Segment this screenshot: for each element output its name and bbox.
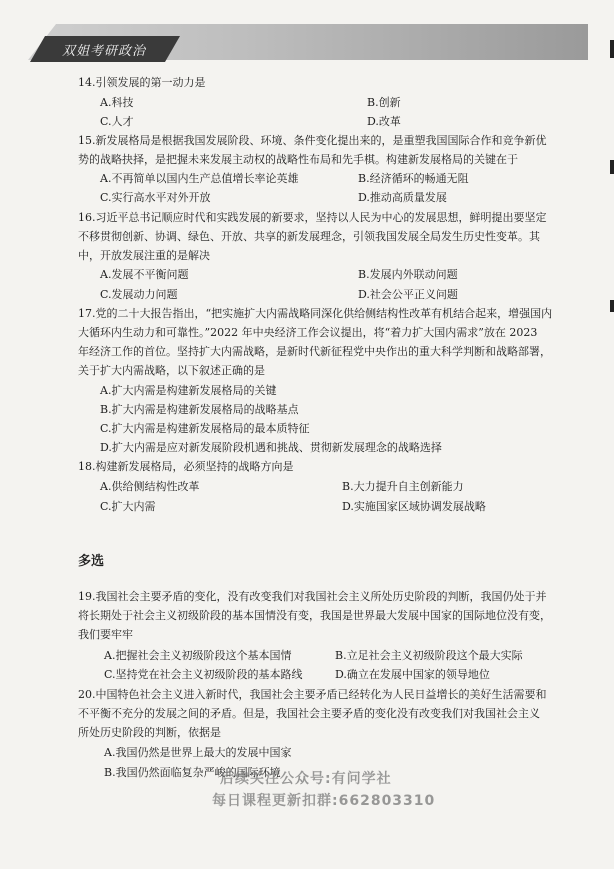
q19-stem-2: 将长期处于社会主义初级阶段的基本国情没有变，我国是世界最大发展中国家的国际地位没有变， [78,609,551,622]
q15-option-d: D.推动高质量发展 [358,191,447,204]
watermark-line-2: 每日课程更新扣群:662803310 [212,793,436,809]
q16-stem-3: 中，开放发展注重的是解决 [78,249,210,262]
q14-option-b: B.创新 [367,96,401,109]
q18-stem: 18.构建新发展格局，必须坚持的战略方向是 [78,460,294,473]
q18-option-d: D.实施国家区域协调发展战略 [342,500,486,513]
q19-option-c: C.坚持党在社会主义初级阶段的基本路线 [104,668,303,681]
q16-option-c: C.发展动力问题 [100,288,178,301]
q17-stem-2: 大循环内生动力和可靠性。”2022 年中央经济工作会议提出，将“着力扩大国内需求”放在 2023 [78,326,538,339]
q14-option-c: C.人才 [100,115,134,128]
q15-stem-1: 15.新发展格局是根据我国发展阶段、环境、条件变化提出来的，是重塑我国国际合作和竞争新优 [78,134,547,147]
edge-mark [610,160,614,174]
q20-option-b: B.我国仍然面临复杂严峻的国际环境 [104,766,281,779]
q19-stem-3: 我们要牢牢 [78,628,133,641]
q19-option-b: B.立足社会主义初级阶段这个最大实际 [335,649,523,662]
q18-option-b: B.大力提升自主创新能力 [342,480,464,493]
q16-option-d: D.社会公平正义问题 [358,288,458,301]
q20-stem-2: 不平衡不充分的发展之间的矛盾。但是，我国社会主要矛盾的变化没有改变我们对我国社会主义 [78,707,540,720]
q15-option-a: A.不再简单以国内生产总值增长率论英雄 [100,172,299,185]
q20-stem-3: 所处历史阶段的判断，依据是 [78,726,221,739]
edge-mark [610,300,614,312]
header-title: 双姐考研政治 [62,44,147,59]
q15-option-b: B.经济循环的畅通无阻 [358,172,469,185]
q18-option-c: C.扩大内需 [100,500,156,513]
q17-stem-1: 17.党的二十大报告指出，“把实施扩大内需战略同深化供给侧结构性改革有机结合起来，增强国内 [78,307,553,320]
section-multi-choice: 多选 [78,554,105,569]
q14-option-a: A.科技 [100,96,134,109]
q19-option-d: D.确立在发展中国家的领导地位 [335,668,490,681]
q17-option-c: C.扩大内需是构建新发展格局的最本质特征 [100,422,310,435]
q16-stem-2: 不移贯彻创新、协调、绿色、开放、共享的新发展理念，引领我国发展全局发生历史性变革。其 [78,230,540,243]
q18-option-a: A.供给侧结构性改革 [100,480,200,493]
q20-option-a: A.我国仍然是世界上最大的发展中国家 [104,746,292,759]
q16-stem-1: 16.习近平总书记顺应时代和实践发展的新要求，坚持以人民为中心的发展思想，鲜明提出要坚定 [78,211,547,224]
q17-option-d: D.扩大内需是应对新发展阶段机遇和挑战、贯彻新发展理念的战略选择 [100,441,442,454]
watermark-line-1: 后续关注公众号:有问学社 [220,771,392,787]
q17-option-b: B.扩大内需是构建新发展格局的战略基点 [100,403,299,416]
q14-option-d: D.改革 [367,115,401,128]
q15-option-c: C.实行高水平对外开放 [100,191,211,204]
q17-stem-3: 年经济工作的首位。坚持扩大内需战略，是新时代新征程党中央作出的重大科学判断和战略部署， [78,345,551,358]
edge-mark [610,40,614,58]
q17-option-a: A.扩大内需是构建新发展格局的关键 [100,384,277,397]
q15-stem-2: 势的战略抉择，是把握未来发展主动权的战略性布局和先手棋。构建新发展格局的关键在于 [78,153,518,166]
q19-stem-1: 19.我国社会主要矛盾的变化，没有改变我们对我国社会主义所处历史阶段的判断，我国仍处于并 [78,590,547,603]
q16-option-a: A.发展不平衡问题 [100,268,189,281]
q14-stem: 14.引领发展的第一动力是 [78,76,206,89]
q16-option-b: B.发展内外联动问题 [358,268,458,281]
q20-stem-1: 20.中国特色社会主义进入新时代，我国社会主要矛盾已经转化为人民日益增长的美好生活需要和 [78,688,547,701]
q17-stem-4: 关于扩大内需战略，以下叙述正确的是 [78,364,265,377]
q19-option-a: A.把握社会主义初级阶段这个基本国情 [104,649,292,662]
